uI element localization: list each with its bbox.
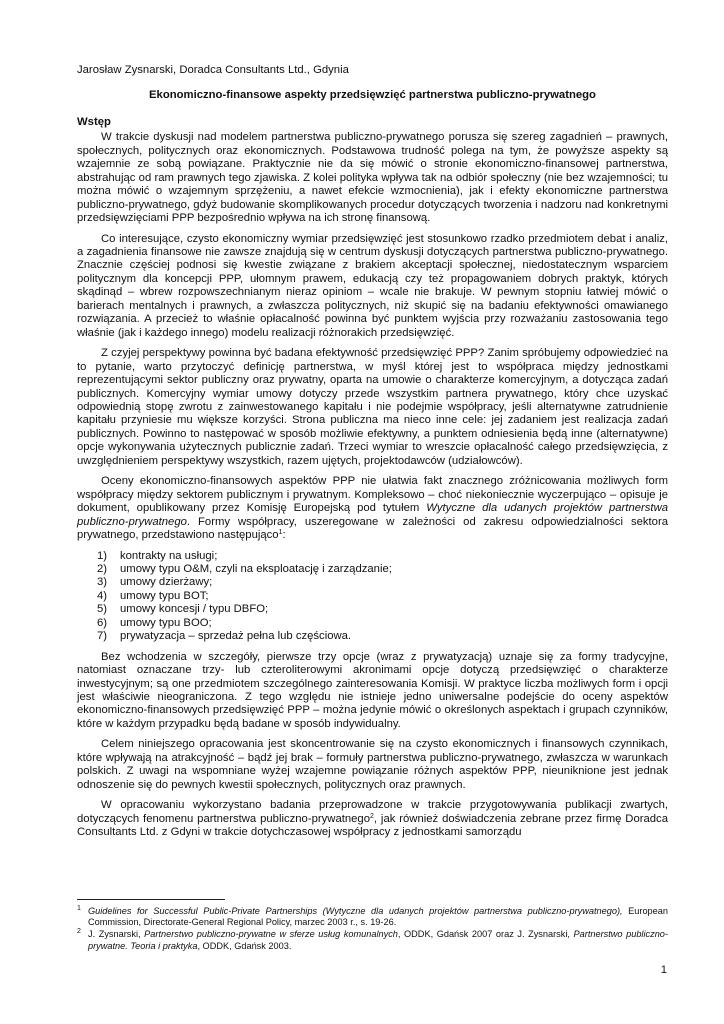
list-item-number: 1) xyxy=(97,549,108,562)
footnote-2-mark: 2 xyxy=(77,928,81,936)
list-item-number: 5) xyxy=(97,603,108,616)
footnote-2-text-c: , ODDK, Gdańsk 2007 oraz J. Zysnarski, xyxy=(397,929,574,940)
document-title: Ekonomiczno-finansowe aspekty przedsięwzięć partnerstwa publiczno-prywatnego xyxy=(149,89,596,102)
footnotes xyxy=(77,899,668,953)
footnote-ref-2[interactable]: 2 xyxy=(370,812,374,820)
paragraph-7-text: W opracowaniu wykorzystano badania przeprowadzone w trakcie przygotowywania publikacji zwartych, dotyczących fenomenu partnerstwa publiczno-prywatnego xyxy=(77,799,668,825)
author-line: Jarosław Zysnarski, Doradca Consultants Ltd., Gdynia xyxy=(77,64,349,76)
list-item-number: 7) xyxy=(97,630,108,643)
paragraph-6: Celem niniejszego opracowania jest skoncentrowanie się na czysto ekonomicznych i finansowych czynnikach, które wpływają na atrakcyjność – bądź jej brak – formuły partnerstwa publiczno-prywatnego, zwłaszcza w warunkach polskich. Z uwagi na wspomniane wyżej wzajemne powiązanie różnych aspektów PPP, nieuniknione jest jednak odnoszenie się do pewnych kwestii społecznych, politycznych oraz prawnych. xyxy=(77,738,668,791)
paragraph-4-end: : xyxy=(282,529,286,542)
footnote-2 xyxy=(77,929,668,951)
list-item-number: 4) xyxy=(97,589,108,602)
paragraph-5: Bez wchodzenia w szczegóły, pierwsze trzy opcje (wraz z prywatyzacją) uznaje się za formy tradycyjne, natomiast oznaczane trzy- lub czteroliterowymi akronimami opcje dotyczą przedsięwzięć o charakterze inwestycyjnym; są one przedmiotem szczególnego zainteresowania Komisji. W praktyce liczba możliwych form i opcji jest właściwie nieograniczona. Z tego względu nie istnieje jedno uniwersalne podejście do oceny aspektów ekonomiczno-finansowych przedsięwzięć PPP – można jedynie mówić o określonych aspektach i grupach czynników, które w każdym przypadku będą badane w sposób indywidualny. xyxy=(77,650,668,730)
paragraph-4-text-cont: . Formy współpracy, uszeregowane w zależności od zakresu odpowiedzialności sektora prywatnego, przedstawiono następująco xyxy=(77,515,668,542)
forms-list xyxy=(77,550,668,644)
document-title-reference: Wytyczne dla udanych projektów partnerstwa publiczno-prywatnego xyxy=(77,502,669,528)
paragraph-3: Z czyjej perspektywy powinna być badana efektywność przedsięwzięć PPP? Zanim spróbujemy odpowiedzieć na to pytanie, warto przytoczyć definicję partnerstwa, w myśl której jest to współpraca między jednostkami reprezentującymi sektor publiczny oraz prywatny, oparta na umowie o charakterze komercyjnym, a dotycząca zadań publicznych. Komercyjny wymiar umowy dotyczy przede wszystkim partnera prywatnego, który chce uzyskać odpowiednią stopę zwrotu z zainwestowanego kapitału i nie podejmie współpracy, jeśli alternatywne zatrudnienie kapitału przyniesie mu większe korzyści. Strona publiczna ma nieco inne cele: jej zadaniem jest realizacja zadań publicznych. Powinno to następować w sposób możliwie efektywny, a punktem odniesienia będą inne (alternatywne) opcje wykonywania użytecznych publicznie zadań. Trzeci wymiar to wreszcie opłacalność całego przedsięwzięcia, z uwzględnieniem perspektywy wszystkich, razem ujętych, projektodawców (udziałowców). xyxy=(77,347,668,467)
footnote-2-text-a: J. Zysnarski, xyxy=(88,929,145,940)
list-item-text: kontrakty na usługi; xyxy=(120,549,218,562)
footnote-2-title-2: Partnerstwo publiczno-prywatne. Teoria i praktyka xyxy=(88,929,668,951)
page-number: 1 xyxy=(660,964,667,976)
list-item xyxy=(77,563,668,576)
list-item-text: umowy typu BOT; xyxy=(120,589,209,602)
footnote-2-title-1: Partnerstwo publiczno-prywatne w sferze usług komunalnych xyxy=(144,929,398,940)
footnote-1-mark: 1 xyxy=(77,905,81,912)
paragraph-7-text-cont: , jak również doświadczenia zebrane przez firmę Doradca Consultants Ltd. z Gdyni w trakcie dotychczasowej współpracy z jednostkami samorządu xyxy=(77,812,668,839)
list-item-number: 6) xyxy=(97,616,108,629)
list-item xyxy=(77,603,668,616)
list-item-text: umowy typu O&M, czyli na eksploatację i zarządzanie; xyxy=(120,562,392,575)
list-item-text: umowy dzierżawy; xyxy=(120,576,213,589)
list-item xyxy=(77,576,668,589)
list-item-text: umowy typu BOO; xyxy=(120,616,212,629)
footnote-1 xyxy=(77,906,668,928)
list-item-number: 3) xyxy=(97,576,108,589)
list-item-text: umowy koncesji / typu DBFO; xyxy=(120,603,269,616)
list-item xyxy=(77,630,668,643)
list-item-text: prywatyzacja – sprzedaż pełna lub częściowa. xyxy=(120,630,352,643)
paragraph-1: W trakcie dyskusji nad modelem partnerstwa publiczno-prywatnego porusza się szereg zagadnień – prawnych, społecznych, politycznych oraz ekonomicznych. Podstawowa trudność polega na tym, że powyższe aspekty są wzajemnie ze sobą powiązane. Praktycznie nie da się mówić o stronie ekonomiczno-finansowej partnerstwa, abstrahując od ram prawnych tego zjawiska. Z kolei polityka wpływa tak na odbiór społeczny (nie bez wzajemności; tu można mówić o wzajemnym sprzężeniu, a nawet efekcie wzmocnienia), jak i efekty ekonomiczne partnerstwa publiczno-prywatnego, gdyż budowanie skomplikowanych procedur dotyczących tworzenia i nadzoru nad konkretnymi przedsięwzięciami PPP bezpośrednio wpływa na ich stronę finansową. xyxy=(77,131,668,225)
list-item xyxy=(77,590,668,603)
section-heading: Wstęp xyxy=(77,115,111,128)
list-item-number: 2) xyxy=(97,562,108,575)
paragraph-2: Co interesujące, czysto ekonomiczny wymiar przedsięwzięć jest stosunkowo rzadko przedmiotem debat i analiz, a zagadnienia finansowe nie zawsze znajdują się w centrum dyskusji dotyczących partnerstwa publiczno-prywatnego. Znacznie częściej podnosi się kwestie związane z brakiem akceptacji społecznej, niedostatecznym wsparciem politycznym dla koncepcji PPP, ułomnym prawem, edukacją czy też propagowaniem dobrych praktyk, których skądinąd – wbrew rozpowszechnianym nieraz opiniom – wcale nie brakuje. W pewnym stopniu łatwiej mówić o barierach mentalnych i prawnych, a zwłaszcza politycznych, niż skupić się na badaniu efektywności omawianego rozwiązania. A przecież to właśnie opłacalność powinna być punktem wyjścia przy rozważaniu zastosowania tego właśnie (jak i każdego innego) modelu realizacji różnorakich przedsięwzięć. xyxy=(77,232,668,339)
footnote-2-text-e: , ODDK, Gdańsk 2003. xyxy=(197,940,292,951)
paragraph-4-text: Oceny ekonomiczno-finansowych aspektów PPP nie ułatwia fakt znacznego zróżnicowania możliwych form współpracy między sektorem publicznym i prywatnym. Kompleksowo – choć niekoniecznie wyczerpująco – opisuje je dokument, opublikowany przez Komisję Europejską pod tytułem xyxy=(77,475,668,515)
paragraph-7 xyxy=(77,799,668,839)
paragraph-4 xyxy=(77,475,668,542)
footnote-1-title: Guidelines for Successful Public-Private Partnerships (Wytyczne dla udanych projektów partnerstwa publiczno-prywatnego), xyxy=(88,906,623,916)
footnote-1-text: European Commission, Directorate-General Regional Policy, marzec 2003 r., s. 19-26. xyxy=(88,906,668,928)
footnote-ref-1[interactable]: 1 xyxy=(278,529,283,537)
list-item xyxy=(77,617,668,630)
footnote-separator xyxy=(77,899,225,900)
list-item xyxy=(77,550,668,563)
